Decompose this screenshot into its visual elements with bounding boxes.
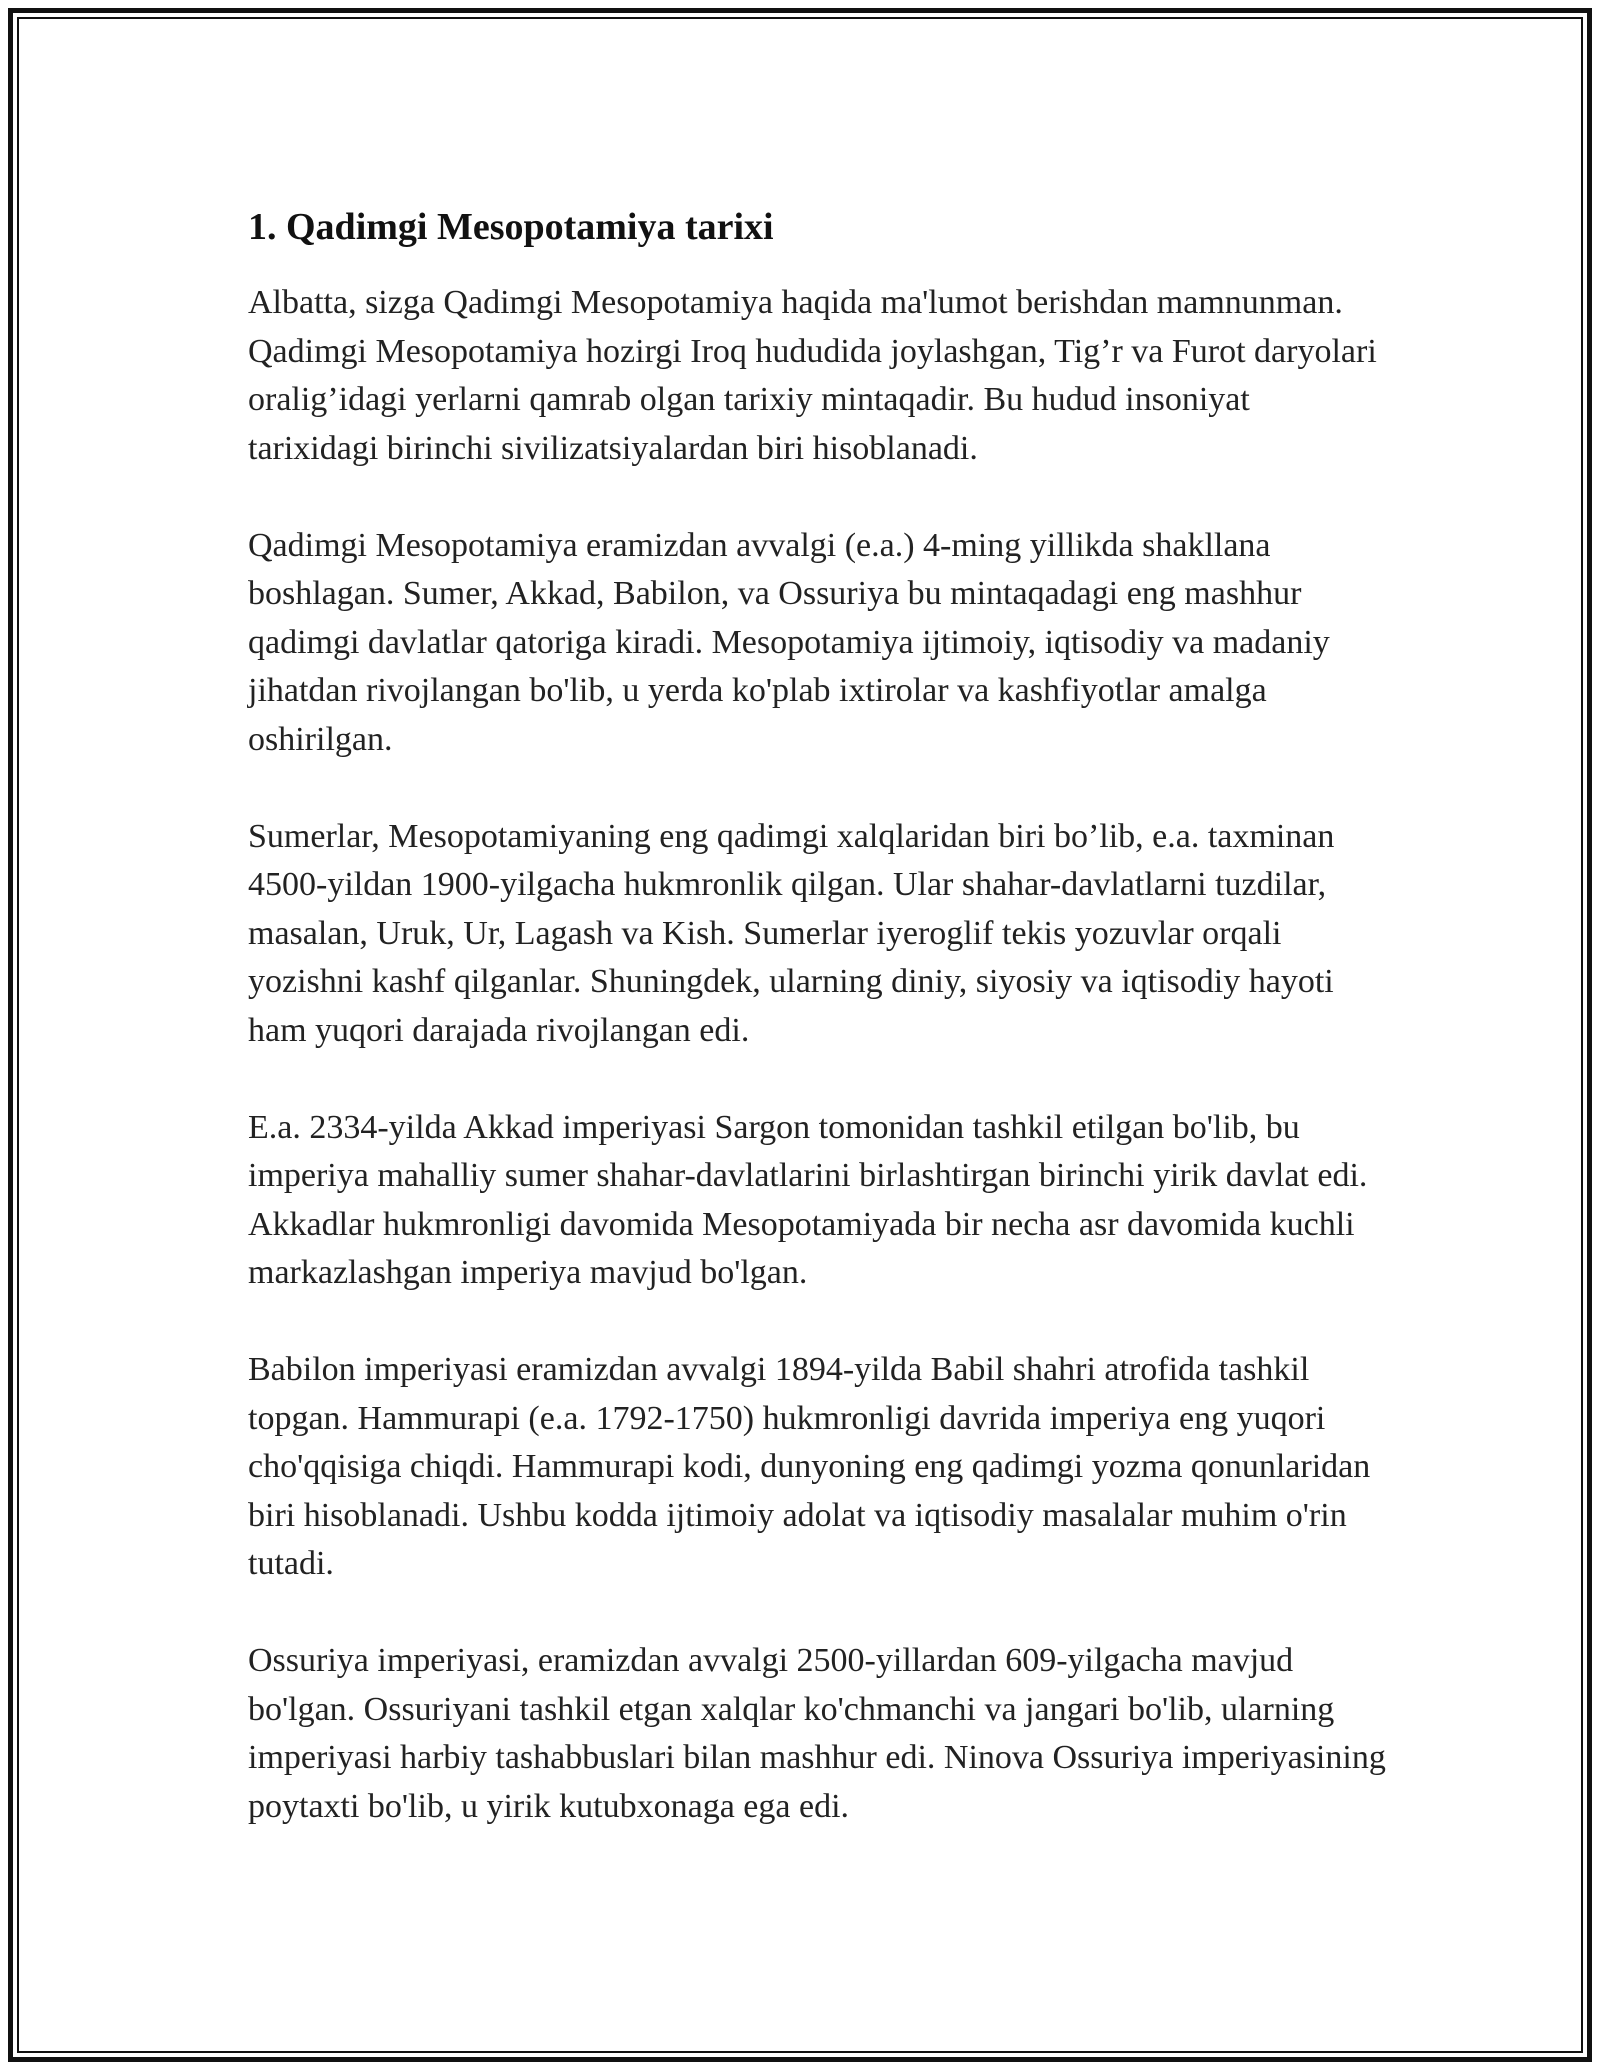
document-body <box>248 203 1388 1831</box>
page-border <box>8 8 1592 2062</box>
paragraph-origins: Qadimgi Mesopotamiya eramizdan avvalgi (e.a.) 4-ming yillikda shakllana boshlagan. Sumer, Akkad, Babilon, va Ossuriya bu mintaqadagi eng mashhur qadimgi davlatlar qatoriga kiradi. Mesopotamiya ijtimoiy, iqtisodiy va madaniy jihatdan rivojlangan bo'lib, u yerda ko'plab ixtirolar va kashfiyotlar amalga oshirilgan. <box>248 526 1330 758</box>
paragraph-intro: Albatta, sizga Qadimgi Mesopotamiya haqida ma'lumot berishdan mamnunman. Qadimgi Mesopotamiya hozirgi Iroq hududida joylashgan, Tig’r va Furot daryolari oralig’idagi yerlarni qamrab olgan tarixiy mintaqadir. Bu hudud insoniyat tarixidagi birinchi sivilizatsiyalardan biri hisoblanadi. <box>248 284 1377 467</box>
paragraph-babylon: Babilon imperiyasi eramizdan avvalgi 1894-yilda Babil shahri atrofida tashkil topgan. Hammurapi (e.a. 1792-1750) hukmronligi davrida imperiya eng yuqori cho'qqisiga chiqdi. Hammurapi kodi, dunyoning eng qadimgi yozma qonunlaridan biri hisoblanadi. Ushbu kodda ijtimoiy adolat va iqtisodiy masalalar muhim o'rin tutadi. <box>248 1351 1371 1582</box>
paragraph-akkad: E.a. 2334-yilda Akkad imperiyasi Sargon tomonidan tashkil etilgan bo'lib, bu imperiya mahalliy sumer shahar-davlatlarini birlashtirgan birinchi yirik davlat edi. Akkadlar hukmronligi davomida Mesopotamiyada bir necha asr davomida kuchli markazlashgan imperiya mavjud bo'lgan. <box>248 1108 1368 1291</box>
paragraph-assyria: Ossuriya imperiyasi, eramizdan avvalgi 2500-yillardan 609-yilgacha mavjud bo'lgan. Ossuriyani tashkil etgan xalqlar ko'chmanchi va jangari bo'lib, ularning imperiyasi harbiy tashabbuslari bilan mashhur edi. Ninova Ossuriya imperiyasining poytaxti bo'lib, u yirik kutubxonaga ega edi. <box>248 1642 1386 1825</box>
page-title: 1. Qadimgi Mesopotamiya tarixi <box>248 206 774 248</box>
paragraph-sumerians: Sumerlar, Mesopotamiyaning eng qadimgi xalqlaridan biri bo’lib, e.a. taxminan 4500-yildan 1900-yilgacha hukmronlik qilgan. Ular shahar-davlatlarni tuzdilar, masalan, Uruk, Ur, Lagash va Kish. Sumerlar iyeroglif tekis yozuvlar orqali yozishni kashf qilganlar. Shuningdek, ularning diniy, siyosiy va iqtisodiy hayoti ham yuqori darajada rivojlangan edi. <box>248 817 1335 1049</box>
